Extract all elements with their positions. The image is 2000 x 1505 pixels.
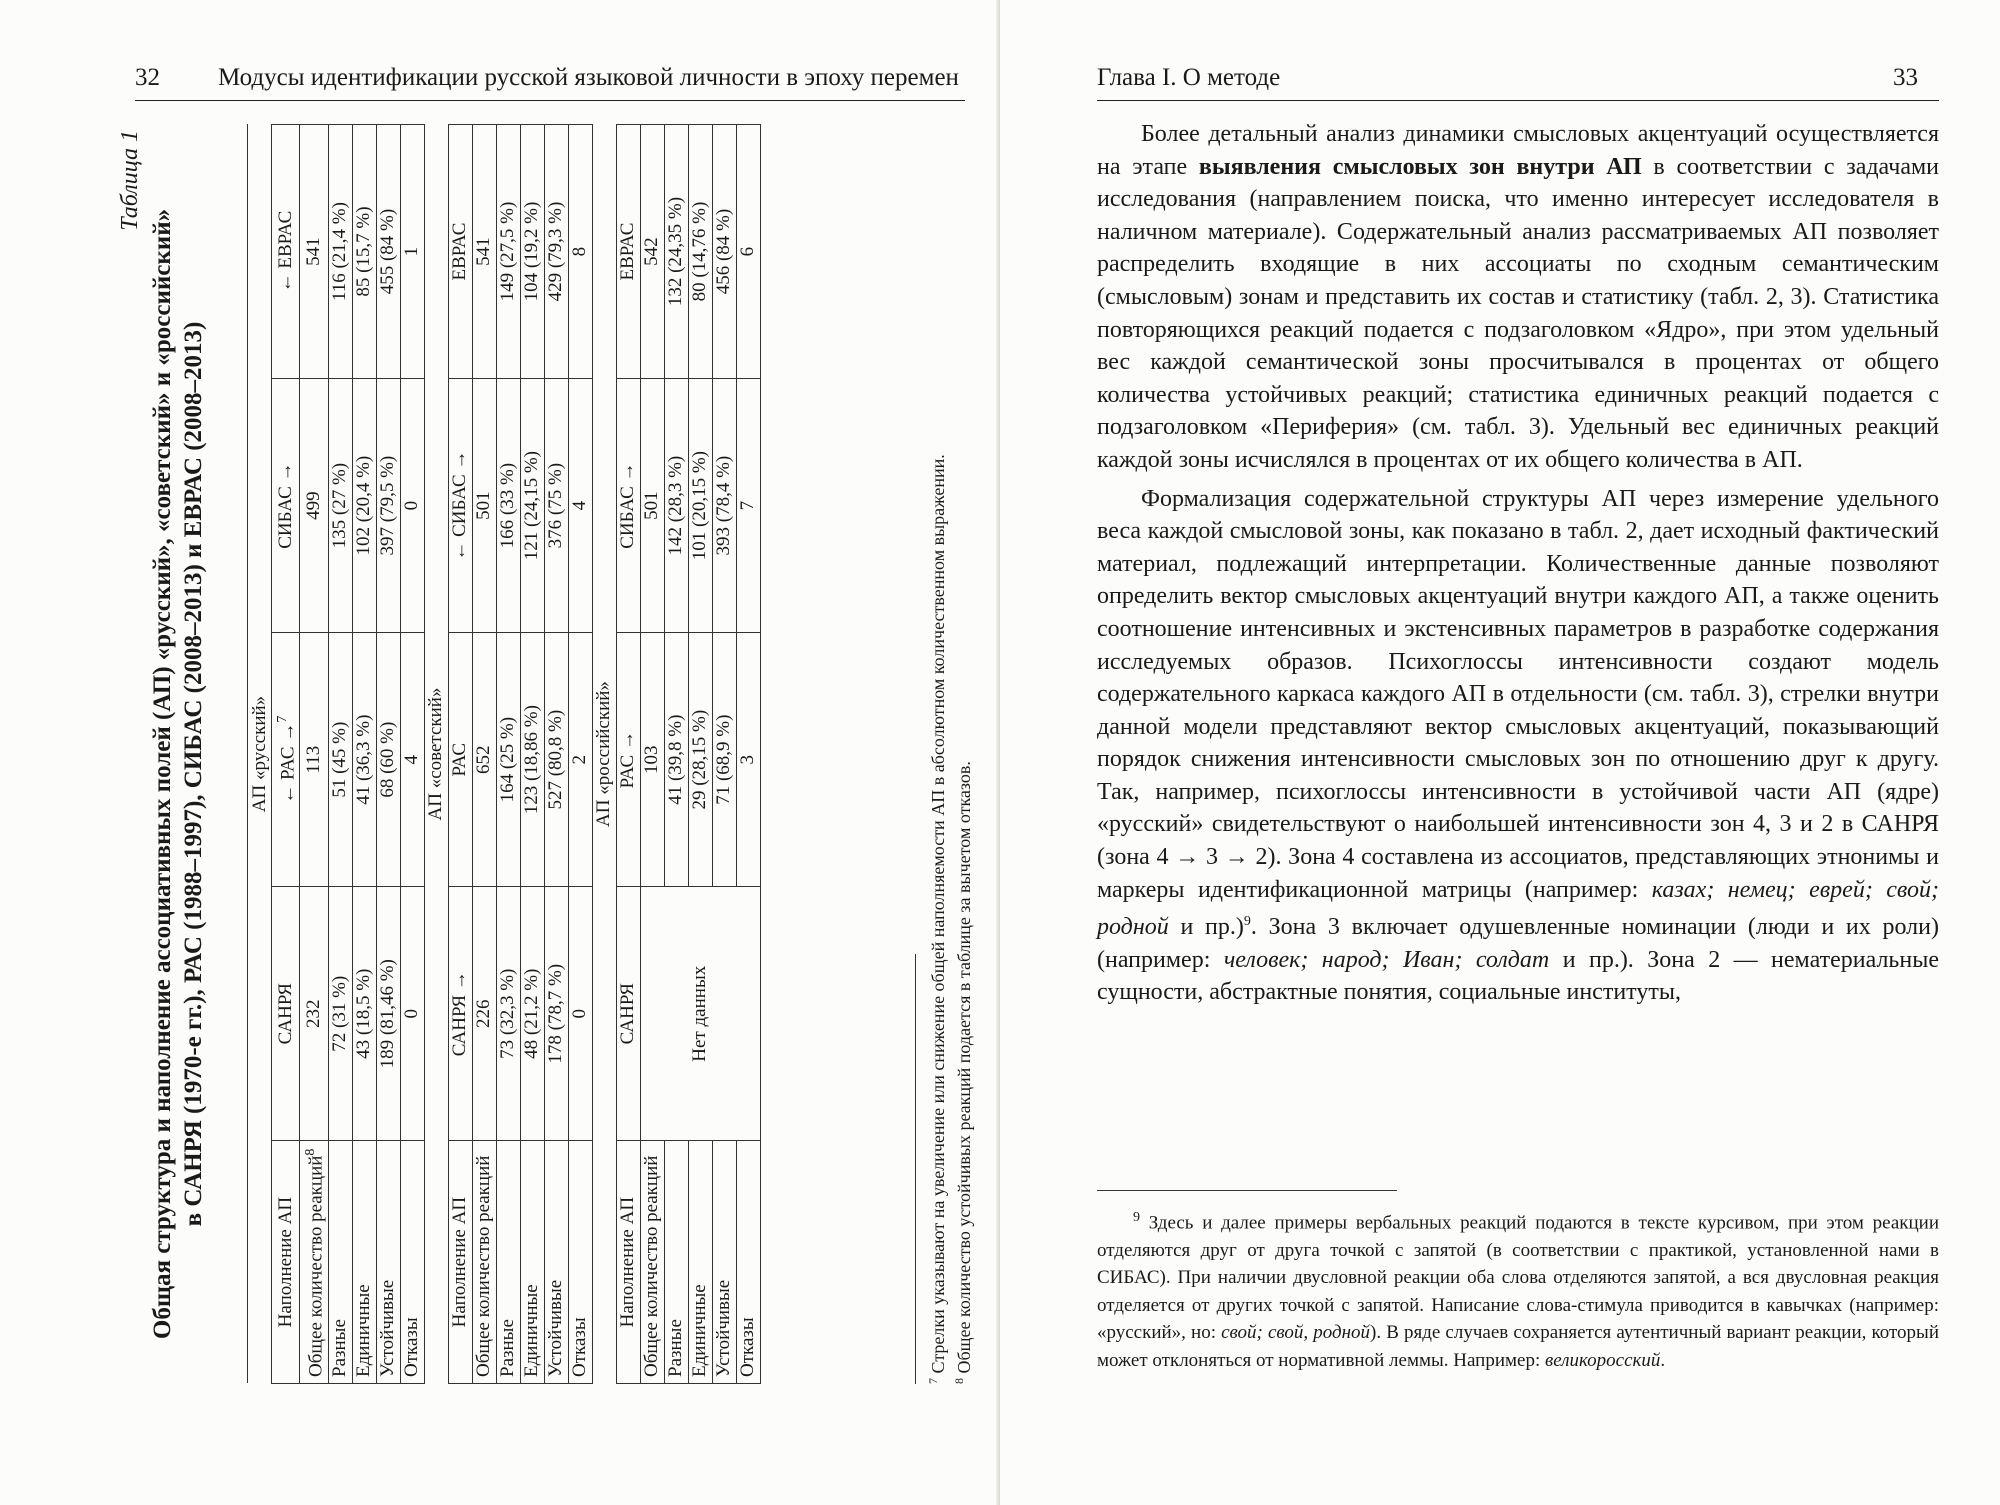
section-title-russkiy: АП «русский» <box>248 125 272 1384</box>
table-cell: 41 (39,8 %) <box>664 633 688 887</box>
column-header: ← ЕВРАС <box>272 125 300 379</box>
table-cell: 72 (31 %) <box>328 887 352 1141</box>
table-cell: 652 <box>472 633 496 887</box>
table-cell: 116 (21,4 %) <box>328 125 352 379</box>
body-text <box>1097 118 1939 1009</box>
running-head-right: Глава I. О методе <box>1097 64 1281 91</box>
row-label-text: Общее количество реакций <box>305 1155 327 1377</box>
text-span: и пр.) <box>1168 914 1244 941</box>
table-cell: 71 (68,9 %) <box>712 633 736 887</box>
table-cell: 397 (79,5 %) <box>376 379 400 633</box>
table-cell: 123 (18,86 %) <box>520 633 544 887</box>
column-header: Наполнение АП <box>272 1141 300 1384</box>
row-label: Устойчивые <box>544 1141 568 1384</box>
footnote-ref: 7 <box>275 715 290 723</box>
table-section-header <box>248 125 272 1384</box>
table-title <box>147 124 209 1424</box>
table-row <box>736 125 760 1384</box>
bold-text: выявления смысловых зон внутри АП <box>1198 153 1642 180</box>
page-number-right: 33 <box>1893 64 1918 91</box>
table-cell: 8 <box>568 125 592 379</box>
table-cell: 68 (60 %) <box>376 633 400 887</box>
footnote-number: 7 <box>926 1378 940 1384</box>
table-cell: 7 <box>736 379 760 633</box>
table-cell: 132 (24,35 %) <box>664 125 688 379</box>
text-span: и пр.). Зона 2 — нематериальные сущности, абстрактные понятия, социальные институты, <box>1097 946 1940 1006</box>
row-label: Разные <box>328 1141 352 1384</box>
table-section-header <box>592 125 616 1384</box>
page-number-left: 32 <box>135 64 160 91</box>
table-cell: 164 (25 %) <box>496 633 520 887</box>
table-cell: 226 <box>472 887 496 1141</box>
table-cell: 113 <box>300 633 328 887</box>
text-span: Более детальный анализ динамики смысловых акцентуаций осуществляется на этапе <box>1097 121 1939 180</box>
table-cell: 178 (78,7 %) <box>544 887 568 1141</box>
row-label: Отказы <box>568 1141 592 1384</box>
italic-example: великоросский <box>1544 1349 1661 1371</box>
table-caption: Таблица 1 <box>117 130 143 231</box>
table-row <box>300 125 328 1384</box>
table-cell: 43 (18,5 %) <box>352 887 376 1141</box>
column-header: СИБАС → <box>616 379 640 633</box>
row-label: Разные <box>664 1141 688 1384</box>
table-header-row <box>448 125 472 1384</box>
text-span: . Зона 3 включает одушевленные номинации (люди и их роли) (например: <box>1097 914 1939 973</box>
column-header: РАС <box>448 633 472 887</box>
column-header: ЕВРАС <box>616 125 640 379</box>
table-cell: 0 <box>400 887 424 1141</box>
footnote-text: Общее количество устойчивых реакций подается в таблице за вычетом отказов. <box>954 761 974 1374</box>
table-cell: 101 (20,15 %) <box>688 379 712 633</box>
table-footnote-8 <box>947 124 976 1384</box>
column-header: СИБАС → <box>272 379 300 633</box>
column-header: САНРЯ <box>616 887 640 1141</box>
table-cell: 6 <box>736 125 760 379</box>
row-label: Отказы <box>400 1141 424 1384</box>
table-row <box>688 125 712 1384</box>
table-cell: 41 (36,3 %) <box>352 633 376 887</box>
running-head-left: Модусы идентификации русской языковой личности в эпоху перемен <box>218 64 959 91</box>
footnote-ref: 9 <box>1243 914 1251 930</box>
table-row <box>400 125 424 1384</box>
row-label: Разные <box>496 1141 520 1384</box>
table-cell: 102 (20,4 %) <box>352 379 376 633</box>
text-span: . <box>1660 1349 1666 1371</box>
table-row <box>472 125 496 1384</box>
table-cell: 2 <box>568 633 592 887</box>
row-label: Устойчивые <box>376 1141 400 1384</box>
table-cell: 541 <box>300 125 328 379</box>
table-cell: 189 (81,46 %) <box>376 887 400 1141</box>
column-header <box>272 633 300 887</box>
row-label: Единичные <box>352 1141 376 1384</box>
table-header-row <box>616 125 640 1384</box>
paragraph-2 <box>1097 483 1939 1010</box>
table-cell: 1 <box>400 125 424 379</box>
row-label: Отказы <box>736 1141 760 1384</box>
column-header-text: ← РАС → <box>277 722 299 804</box>
ap-structure-table <box>247 124 761 1384</box>
italic-example: свой; свой, родной <box>1221 1322 1371 1344</box>
table-cell: 121 (24,15 %) <box>520 379 544 633</box>
table-cell: 103 <box>640 633 664 887</box>
header-rule-left <box>135 100 965 101</box>
table-cell: 29 (28,15 %) <box>688 633 712 887</box>
table-cell: 0 <box>568 887 592 1141</box>
row-label: Устойчивые <box>712 1141 736 1384</box>
rotated-table-content <box>113 124 993 1424</box>
table-row <box>328 125 352 1384</box>
table-cell: 73 (32,3 %) <box>496 887 520 1141</box>
italic-example: человек; народ; Иван; солдат <box>1223 946 1550 973</box>
table-cell: 455 (84 %) <box>376 125 400 379</box>
column-header: ← СИБАС → <box>448 379 472 633</box>
table-cell: 499 <box>300 379 328 633</box>
table-cell: 376 (75 %) <box>544 379 568 633</box>
table-cell: 48 (21,2 %) <box>520 887 544 1141</box>
table-cell: 166 (33 %) <box>496 379 520 633</box>
column-header: РАС → <box>616 633 640 887</box>
row-label: Единичные <box>520 1141 544 1384</box>
footnote-ref: 8 <box>303 1148 319 1156</box>
table-row <box>376 125 400 1384</box>
table-cell: 51 (45 %) <box>328 633 352 887</box>
footnote-text: Стрелки указывают на увеличение или снижение общей наполняемости АП в абсолютном количественном выражении. <box>928 454 948 1374</box>
row-label <box>300 1141 328 1384</box>
row-label: Общее количество реакций <box>472 1141 496 1384</box>
italic-example: казах; немец; еврей; свой; родной <box>1097 876 1939 941</box>
column-header: Наполнение АП <box>616 1141 640 1384</box>
table-row <box>568 125 592 1384</box>
footnote-rule-right <box>1097 1190 1397 1191</box>
row-label: Единичные <box>688 1141 712 1384</box>
text-span: в соответствии с задачами исследования (направлением поиска, что именно интересует исследователя в наличном материале). Содержательный анализ рассматриваемых АП позволяет распределить входящие в них ассоциаты по сходным семантическим (смысловым) зонам и представить их состав и статистику (табл. 2, 3). Статистика повторяющихся реакций подается с подзаголовком «Ядро», при этом удельный вес каждой семантической зоны просчитывался в процентах от общего количества устойчивых реакций; статистика единичных реакций подается с подзаголовком «Периферия» (см. табл. 3). Удельный вес единичных реакций каждой зоны исчислялся в процентах от их общего количества в АП. <box>1097 153 1939 473</box>
table-cell: 501 <box>472 379 496 633</box>
table-cell: 3 <box>736 633 760 887</box>
table-title-line-1: Общая структура и наполнение ассоциативных полей (АП) «русский», «советский» и «российский» <box>149 208 176 1340</box>
rotated-table-area <box>113 124 1033 1424</box>
table-row <box>520 125 544 1384</box>
table-footnote-7 <box>921 124 950 1384</box>
table-cell: 80 (14,76 %) <box>688 125 712 379</box>
footnote-number: 9 <box>1133 1210 1140 1225</box>
table-cell: 393 (78,4 %) <box>712 379 736 633</box>
table-row <box>664 125 688 1384</box>
table-cell: 456 (84 %) <box>712 125 736 379</box>
footnote-number: 8 <box>952 1378 966 1384</box>
table-cell: 232 <box>300 887 328 1141</box>
table-row <box>712 125 736 1384</box>
column-header: Наполнение АП <box>448 1141 472 1384</box>
table-cell: 104 (19,2 %) <box>520 125 544 379</box>
footnote-rule <box>915 954 916 1384</box>
table-row <box>496 125 520 1384</box>
table-row <box>352 125 376 1384</box>
table-cell: 142 (28,3 %) <box>664 379 688 633</box>
table-cell: 149 (27,5 %) <box>496 125 520 379</box>
table-row <box>544 125 568 1384</box>
text-span: Здесь и далее примеры вербальных реакций подаются в тексте курсивом, при этом реакции отделяются друг от друга точкой с запятой (в соответствии с практикой, установленной нами в СИБАС). При наличии двусловной реакции оба слова отделяются запятой, а вся двусловная реакция отделяется от других точкой с запятой. Написание слова-стимула приводится в кавычках (например: «русский», но: <box>1097 1212 1939 1344</box>
column-header: ЕВРАС <box>448 125 472 379</box>
table-title-line-2: в САНРЯ (1970-е гг.), РАС (1988–1997), СИБАС (2008–2013) и ЕВРАС (2008–2013) <box>180 321 207 1227</box>
table-cell: 542 <box>640 125 664 379</box>
text-span: Формализация содержательной структуры АП через измерение удельного веса каждой смысловой зоны, как показано в табл. 2, дает исходный фактический материал, подлежащий интерпретации. Количественные данные позволяют определить вектор смысловых акцентуаций внутри каждого АП, а также оценить соотношение интенсивных и экстенсивных параметров в разработке содержания исследуемых образов. Психоглоссы интенсивности создают модель содержательного каркаса каждого АП в отдельности (см. табл. 3), стрелки внутри данной модели представляют вектор смысловых акцентуаций, показывающий порядок снижения интенсивности смысловых зон по отношению друг к другу. Так, например, психоглоссы интенсивности в устойчивой части АП (ядре) «русский» свидетельствуют о наибольшей интенсивности зон 4, 3 и 2 в САНРЯ (зона 4 → 3 → 2). Зона 4 составлена из ассоциатов, представляющих этнонимы и маркеры идентификационной матрицы (например: <box>1097 485 1939 903</box>
footnote-9 <box>1097 1204 1939 1374</box>
table-cell: 541 <box>472 125 496 379</box>
table-cell: 0 <box>400 379 424 633</box>
header-rule-right <box>1097 100 1939 101</box>
table-cell: 429 (79,3 %) <box>544 125 568 379</box>
table-cell: 501 <box>640 379 664 633</box>
table-cell: 527 (80,8 %) <box>544 633 568 887</box>
no-data-cell: Нет данных <box>640 887 760 1141</box>
table-cell: 4 <box>568 379 592 633</box>
column-header: САНРЯ → <box>448 887 472 1141</box>
row-label: Общее количество реакций <box>640 1141 664 1384</box>
paragraph-1 <box>1097 118 1939 477</box>
table-row <box>640 125 664 1384</box>
section-title-rossiyskiy: АП «российский» <box>592 125 616 1384</box>
text-span: ). В ряде случаев сохраняется аутентичный вариант реакции, который может отклоняться от нормативной леммы. Например: <box>1097 1322 1939 1371</box>
section-title-sovetskiy: АП «советский» <box>424 125 448 1384</box>
table-cell: 4 <box>400 633 424 887</box>
table-cell: 135 (27 %) <box>328 379 352 633</box>
table-cell: 85 (15,7 %) <box>352 125 376 379</box>
column-header: САНРЯ <box>272 887 300 1141</box>
table-section-header <box>424 125 448 1384</box>
table-header-row <box>272 125 300 1384</box>
